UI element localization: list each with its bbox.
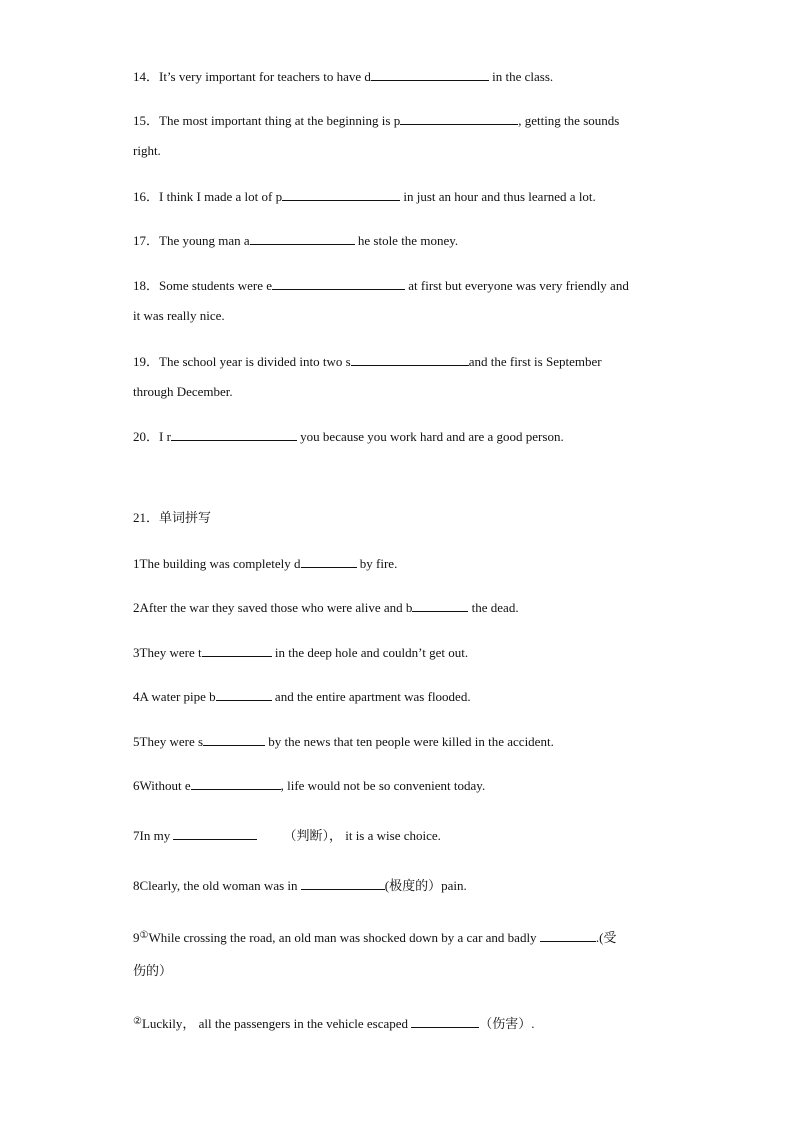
spelling-4-text: 4A water pipe b: [133, 689, 216, 704]
question-19-text: 19．The school year is divided into two s: [133, 354, 351, 369]
answer-blank[interactable]: [301, 555, 357, 568]
circled-two-marker: ②: [133, 1016, 142, 1027]
question-18: [133, 277, 629, 294]
answer-blank[interactable]: [203, 733, 265, 746]
spelling-3-text: 3They were t: [133, 645, 202, 660]
spelling-9b-text: Luckily， all the passengers in the vehicle escaped: [141, 1016, 412, 1031]
question-14-tail: in the class.: [488, 69, 554, 84]
question-18-text: 18．Some students were e: [133, 278, 273, 293]
spelling-1-text: 1The building was completely d: [133, 556, 301, 571]
spelling-5: [133, 733, 554, 750]
question-16: [133, 188, 596, 205]
question-16-text: 16．I think I made a lot of p: [133, 189, 283, 204]
section-21-title: 21．单词拼写: [133, 510, 212, 525]
spelling-7: [133, 827, 441, 844]
question-19: [133, 353, 602, 370]
spelling-6-tail: , life would not be so convenient today.: [280, 778, 486, 793]
question-15-tail: , getting the sounds: [518, 113, 620, 128]
spelling-1: [133, 555, 397, 572]
question-15-continuation: right.: [133, 143, 161, 158]
circled-one-marker: ①: [139, 930, 149, 941]
spelling-9b-tail: （伤害）.: [479, 1016, 535, 1031]
spelling-1-tail: by fire.: [356, 556, 398, 571]
spelling-7-tail: it is a wise choice.: [341, 828, 441, 843]
question-14-text: 14．It’s very important for teachers to have d: [133, 69, 371, 84]
answer-blank[interactable]: [351, 353, 469, 366]
question-17: [133, 232, 458, 249]
answer-blank[interactable]: [191, 777, 281, 790]
spelling-2-text: 2After the war they saved those who were alive and b: [133, 600, 413, 615]
answer-blank[interactable]: [202, 644, 272, 657]
question-19-tail: and the first is September: [468, 354, 602, 369]
question-20-text: 20．I r: [133, 429, 171, 444]
question-14: [133, 68, 553, 85]
answer-blank[interactable]: [282, 188, 400, 201]
spelling-3-tail: in the deep hole and couldn’t get out.: [271, 645, 469, 660]
question-19-continuation: through December.: [133, 384, 233, 399]
question-15-text: 15．The most important thing at the beginning is p: [133, 113, 401, 128]
spelling-8-tail: (极度的）pain.: [384, 878, 467, 893]
spelling-5-text: 5They were s: [133, 734, 204, 749]
answer-blank[interactable]: [171, 428, 297, 441]
spelling-6: [133, 777, 485, 794]
spelling-7-text: 7In my: [133, 828, 174, 843]
question-20-tail: you because you work hard and are a good person.: [296, 429, 564, 444]
question-15: [133, 112, 619, 129]
question-17-text: 17．The young man a: [133, 233, 250, 248]
answer-blank[interactable]: [371, 68, 489, 81]
spelling-9-part-2: [133, 1014, 535, 1032]
spelling-7-hint: （判断），: [283, 828, 342, 843]
spelling-3: [133, 644, 468, 661]
answer-blank[interactable]: [540, 929, 596, 942]
spelling-4-tail: and the entire apartment was flooded.: [271, 689, 471, 704]
spelling-2: [133, 599, 519, 616]
spelling-5-tail: by the news that ten people were killed in the accident.: [265, 734, 554, 749]
answer-blank[interactable]: [301, 877, 385, 890]
question-17-tail: he stole the money.: [354, 233, 459, 248]
answer-blank[interactable]: [412, 599, 468, 612]
spelling-8-text: 8Clearly, the old woman was in: [133, 878, 301, 893]
spelling-6-text: 6Without e: [133, 778, 191, 793]
spelling-2-tail: the dead.: [468, 600, 519, 615]
question-18-tail: at first but everyone was very friendly and: [405, 278, 629, 293]
spelling-9-continuation: 伤的）: [133, 963, 173, 978]
answer-blank[interactable]: [216, 688, 272, 701]
answer-blank[interactable]: [400, 112, 518, 125]
question-20: [133, 428, 564, 445]
answer-blank[interactable]: [411, 1015, 479, 1028]
spelling-4: [133, 688, 471, 705]
answer-blank[interactable]: [173, 827, 257, 840]
spelling-9: [133, 928, 616, 946]
question-16-tail: in just an hour and thus learned a lot.: [400, 189, 596, 204]
spelling-9-tail: .(受: [595, 930, 617, 945]
spelling-9-text: While crossing the road, an old man was shocked down by a car and badly: [148, 930, 540, 945]
answer-blank[interactable]: [250, 232, 355, 245]
answer-blank[interactable]: [272, 277, 405, 290]
spelling-9-number: 9: [133, 930, 140, 945]
spelling-8: [133, 877, 467, 894]
question-18-continuation: it was really nice.: [133, 308, 225, 323]
